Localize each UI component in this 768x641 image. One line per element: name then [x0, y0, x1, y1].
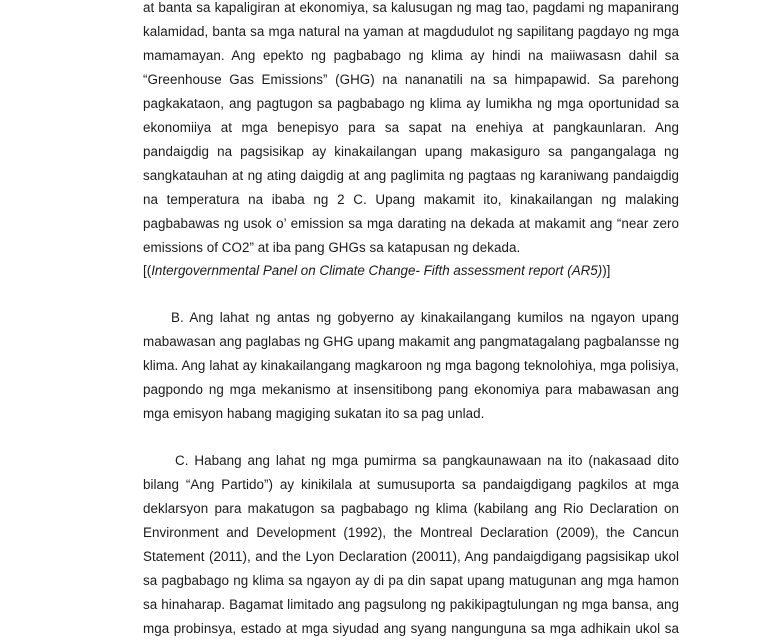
text-line: kalamidad, banta sa mga natural na yaman at magdudulot ng sapilitang pagdayo ng mga — [143, 24, 679, 39]
text-line: ekonomiiya at mga benepisyo para sa sapat na enehiya at pangkaunlaran. Ang — [143, 120, 679, 135]
text-line: pagbabawas ng usok o’ emission sa mga darating na dekada at makamit ang “near zero — [143, 216, 679, 231]
text-line: emissions of CO2” at iba pang GHGs sa katapusan ng dekada. — [143, 240, 521, 255]
text-line: deklarsyon para makatugon sa pagbabago ng klima (kabilang ang Rio Declaration on — [143, 501, 679, 516]
text-line: sa hinaharap. Bagamat limitado ang pagsulong ng pakikipagtulungan ng mga bansa, ang — [143, 597, 679, 612]
paragraph-a — [143, 0, 679, 260]
text-line: Statement (2011), and the Lyon Declaration (20011), Ang pandaigdigang pagsisikap ukol — [143, 549, 679, 564]
text-line: B. Ang lahat ng antas ng gobyerno ay kinakailangang kumilos na ngayon upang — [171, 310, 679, 325]
text-line: bilang “Ang Partido”) ay kinikilala at sumusuporta sa pandaigdigang pagkilos at mga — [143, 477, 679, 492]
paragraph-b — [143, 306, 679, 426]
paragraph-c — [143, 449, 679, 641]
citation-close: )] — [602, 263, 611, 278]
text-line: C. Habang ang lahat ng mga pumirma sa pangkaunawaan na ito (nakasaad dito — [175, 453, 679, 468]
text-line: sangkatauhan at ng ating daigdig at ang paglimita ng pagtaas ng karaniwang pandaigdig — [143, 168, 679, 183]
citation-open: [( — [143, 263, 152, 278]
text-line: mga probinsya, estado at mga siyudad ang syang nangunguna sa mga adhikain ukol sa — [143, 621, 679, 636]
text-line: pagkakataon, ang pagtugon sa pagbabago ng klima ay lumikha ng mga oportunidad sa — [143, 96, 679, 111]
text-line: at banta sa kapaligiran at ekonomiya, sa kalusugan ng mag tao, pagdami ng mapanirang — [143, 0, 679, 15]
text-line: Environment and Development (1992), the Montreal Declaration (2009), the Cancun — [143, 525, 679, 540]
text-line: “Greenhouse Gas Emissions” (GHG) na nananatili na sa himpapawid. Sa parehong — [143, 72, 679, 87]
text-line: na temperatura na ibaba ng 2 C. Upang makamit ito, kinakailangan ng malaking — [143, 192, 679, 207]
citation — [143, 259, 610, 283]
citation-source: Intergovernmental Panel on Climate Change- Fifth assessment report (AR5) — [151, 263, 603, 278]
text-line: mabawasan ang paglabas ng GHG upang makamit ang pangmatagalang pagbalansse ng — [143, 334, 680, 349]
text-line: pandaigdig na pagsisikap ay kinakailangan upang makasiguro sa pangangalaga ng — [143, 144, 679, 159]
text-line: pagpondo ng mga mekanismo at insensitibong pang ekonomiya para mabawasan ang — [143, 382, 679, 397]
text-line: klima. Ang lahat ay kinakailangang magkaroon ng mga bagong teknolohiya, mga polisiya, — [143, 358, 679, 373]
text-line: mga emisyon habang magiging sukatan ito sa pag unlad. — [143, 406, 485, 421]
text-line: mamamayan. Ang epekto ng pagbabago ng klima ay hindi na maiiwasasn dahil sa — [143, 48, 679, 63]
text-line: sa pagbabago ng klima sa ngayon ay di pa din sapat upang matugunan ang mga hamon — [143, 573, 679, 588]
